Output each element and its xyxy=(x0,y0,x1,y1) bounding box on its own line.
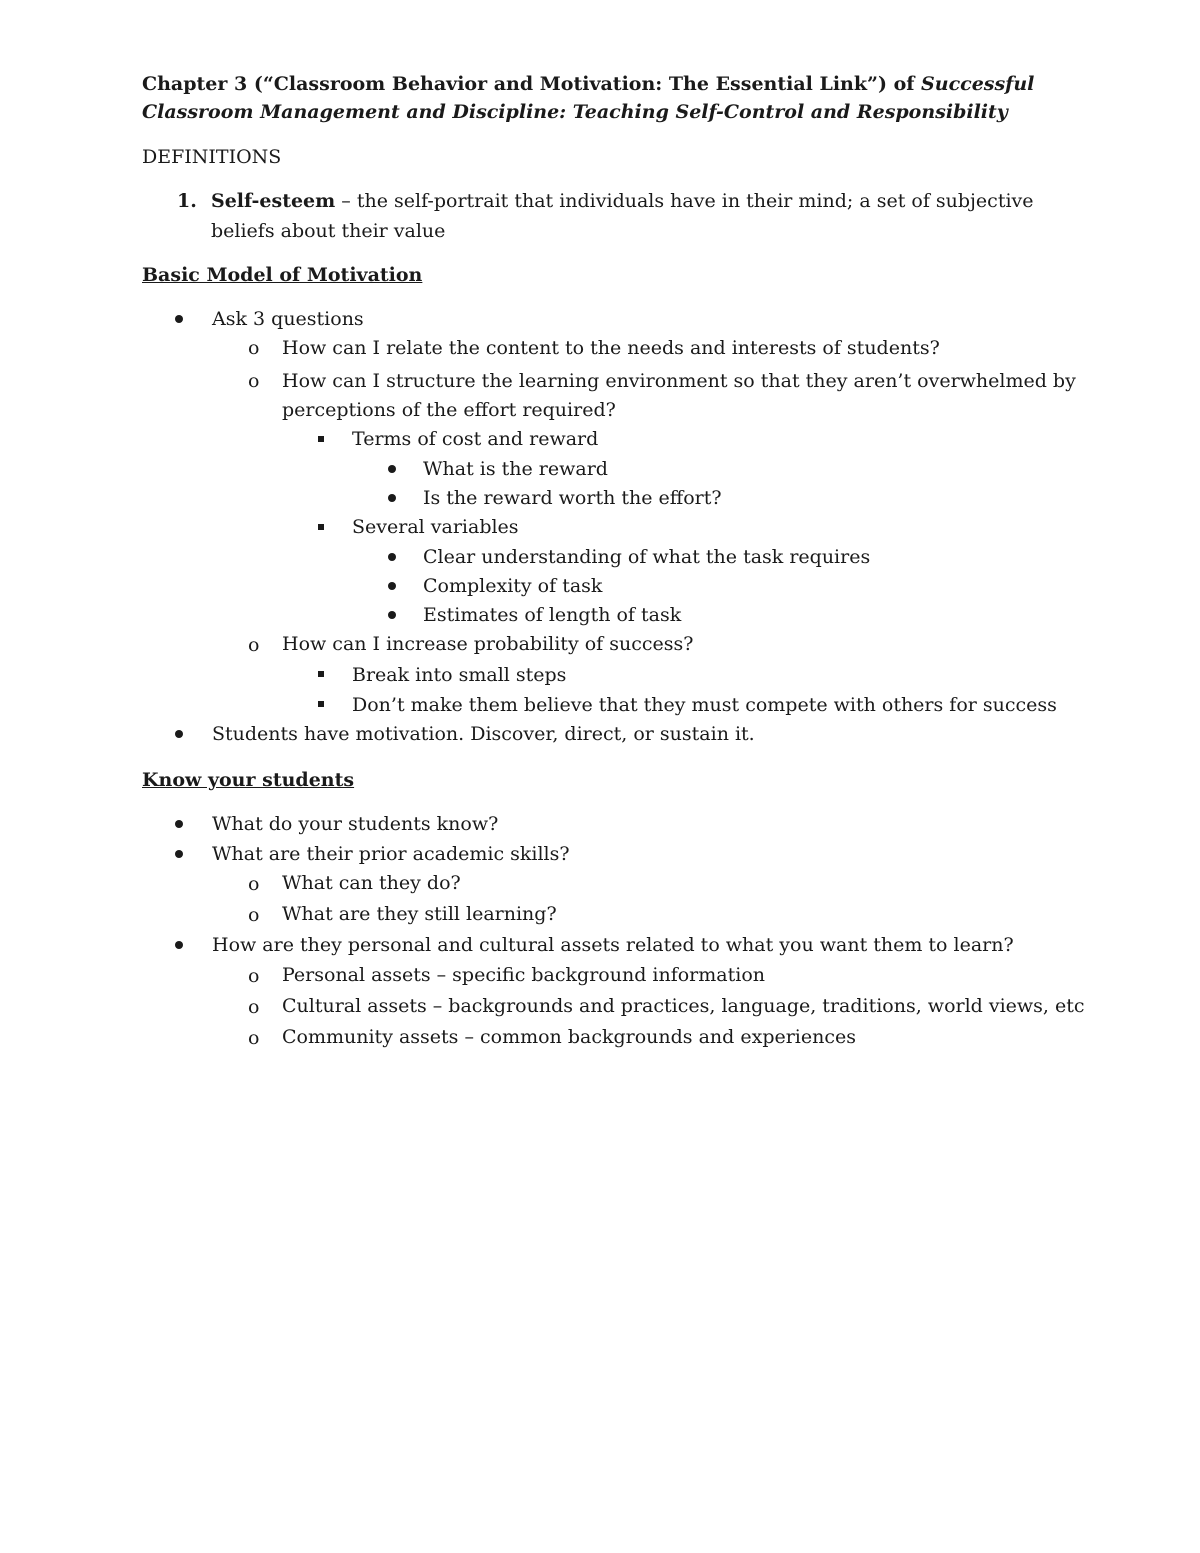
sub-bullet-icon: o xyxy=(248,1027,260,1049)
list-item: How can I structure the learning environment so that they aren’t overwhelmed by xyxy=(282,370,1076,392)
list-item: Ask 3 questions xyxy=(212,308,364,330)
section-heading-students: Know your students xyxy=(142,769,355,791)
definition-item xyxy=(177,186,1057,246)
title-italic-text-1: Successful xyxy=(921,73,1035,95)
definition-text-line1: – the self-portrait that individuals have in their mind; a set of subjective xyxy=(335,190,1034,212)
bullet-icon xyxy=(175,730,183,738)
list-item: Don’t make them believe that they must compete with others for success xyxy=(352,694,1057,716)
square-bullet-icon xyxy=(318,671,324,677)
title-bold-text: Chapter 3 (“Classroom Behavior and Motivation: The Essential Link”) of xyxy=(142,73,922,95)
list-item-continuation: perceptions of the effort required? xyxy=(282,399,616,421)
list-item: Cultural assets – backgrounds and practices, language, traditions, world views, etc xyxy=(282,995,1085,1017)
list-item: Several variables xyxy=(352,516,519,538)
sub-bullet-icon: o xyxy=(248,634,260,656)
list-item: Break into small steps xyxy=(352,664,567,686)
list-item: What are their prior academic skills? xyxy=(212,843,570,865)
bullet-icon xyxy=(175,315,183,323)
sub-bullet-icon: o xyxy=(248,996,260,1018)
bullet-icon xyxy=(175,941,183,949)
sub-bullet-icon: o xyxy=(248,370,260,392)
definition-term: Self-esteem xyxy=(211,190,336,212)
list-item: Is the reward worth the effort? xyxy=(423,487,722,509)
section-heading-motivation: Basic Model of Motivation xyxy=(142,264,423,286)
list-item: How can I increase probability of success? xyxy=(282,633,694,655)
list-item: What is the reward xyxy=(423,458,608,480)
bullet-icon xyxy=(175,820,183,828)
bullet-icon xyxy=(388,611,396,619)
definitions-heading: DEFINITIONS xyxy=(142,146,282,168)
list-item: Estimates of length of task xyxy=(423,604,682,626)
title-italic-text-2: Classroom Management and Discipline: Teaching Self-Control and Responsibility xyxy=(142,101,1008,123)
bullet-icon xyxy=(388,494,396,502)
list-item: What are they still learning? xyxy=(282,903,557,925)
square-bullet-icon xyxy=(318,701,324,707)
list-item: What do your students know? xyxy=(212,813,499,835)
list-item: Personal assets – specific background information xyxy=(282,964,765,986)
list-item: Community assets – common backgrounds and experiences xyxy=(282,1026,856,1048)
bullet-icon xyxy=(388,582,396,590)
square-bullet-icon xyxy=(318,524,324,530)
list-item: What can they do? xyxy=(282,872,461,894)
sub-bullet-icon: o xyxy=(248,873,260,895)
bullet-icon xyxy=(388,465,396,473)
list-item: Clear understanding of what the task requires xyxy=(423,546,871,568)
document-title xyxy=(142,70,1082,126)
sub-bullet-icon: o xyxy=(248,904,260,926)
list-item: Students have motivation. Discover, direct, or sustain it. xyxy=(212,723,755,745)
bullet-icon xyxy=(388,553,396,561)
list-item: Complexity of task xyxy=(423,575,603,597)
list-item: Terms of cost and reward xyxy=(352,428,599,450)
bullet-icon xyxy=(175,850,183,858)
list-item: How can I relate the content to the needs and interests of students? xyxy=(282,337,940,359)
list-item: How are they personal and cultural assets related to what you want them to learn? xyxy=(212,934,1014,956)
definition-number: 1. xyxy=(177,190,197,212)
sub-bullet-icon: o xyxy=(248,337,260,359)
square-bullet-icon xyxy=(318,436,324,442)
sub-bullet-icon: o xyxy=(248,965,260,987)
definition-text-line2: beliefs about their value xyxy=(211,220,446,242)
